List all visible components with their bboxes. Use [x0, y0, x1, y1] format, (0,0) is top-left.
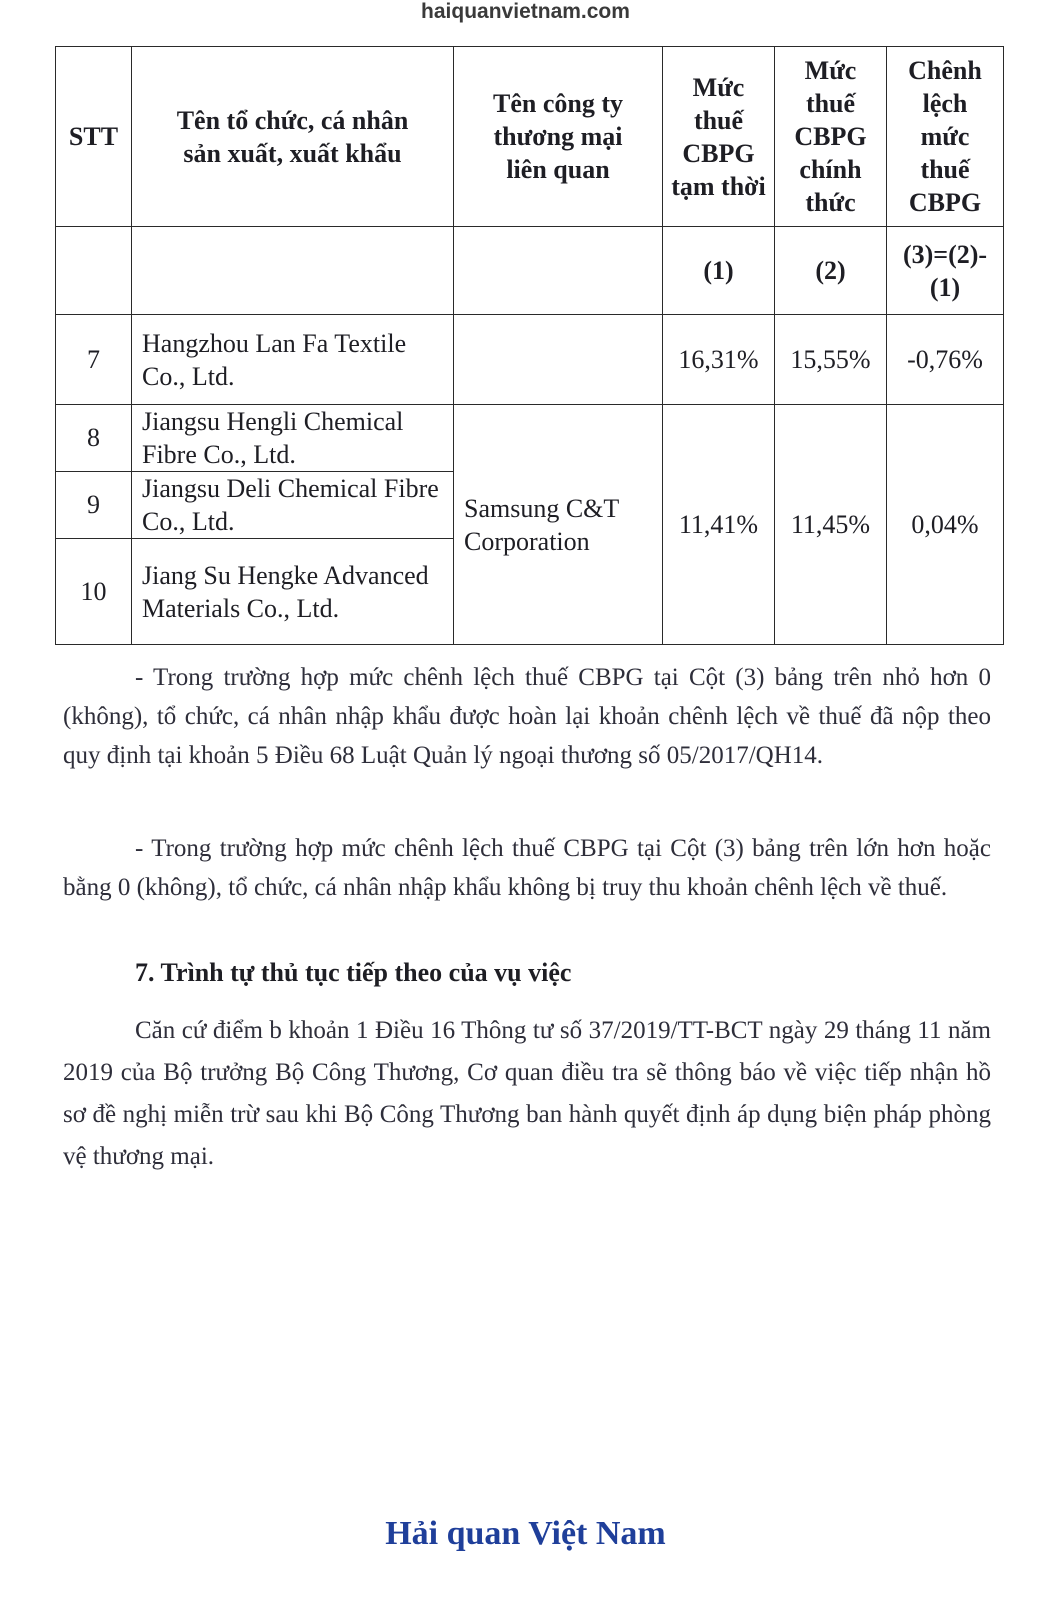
paragraph-no-collection: - Trong trường hợp mức chênh lệch thuế CBPG tại Cột (3) bảng trên lớn hơn hoặc bằng 0 (không), tổ chức, cá nhân nhập khẩu không bị truy thu khoản chênh lệch về thuế.: [63, 835, 991, 901]
group-trader: Samsung C&T Corporation: [454, 405, 663, 645]
group-rate-difference: 0,04%: [887, 405, 1004, 645]
row-stt: 7: [56, 315, 132, 405]
footer-brand: Hải quan Việt Nam: [385, 1515, 666, 1552]
subheader-col3: (3)=(2)-(1): [887, 227, 1004, 315]
watermark-site: haiquanvietnam.com: [421, 0, 630, 23]
paragraph-procedure: Căn cứ điểm b khoản 1 Điều 16 Thông tư số 37/2019/TT-BCT ngày 29 tháng 11 năm 2019 của Bộ trưởng Bộ Công Thương, Cơ quan điều tra sẽ thông báo về việc tiếp nhận hồ sơ đề nghị miễn trừ sau khi Bộ Công Thương ban hành quyết định áp dụng biện pháp phòng vệ thương mại.: [63, 1017, 991, 1170]
row-rate-difference: -0,76%: [887, 315, 1004, 405]
row-stt: 8: [56, 405, 132, 472]
anti-dumping-duty-table: [55, 46, 1004, 645]
row-producer: Jiangsu Hengli Chemical Fibre Co., Ltd.: [132, 405, 454, 472]
header-provisional-rate: Mức thuế CBPG tạm thời: [663, 47, 775, 227]
subheader-empty-producer: [132, 227, 454, 315]
row-stt: 10: [56, 539, 132, 645]
paragraph-refund: - Trong trường hợp mức chênh lệch thuế CBPG tại Cột (3) bảng trên nhỏ hơn 0 (không), tổ chức, cá nhân nhập khẩu được hoàn lại khoản chênh lệch về thuế đã nộp theo quy định tại khoản 5 Điều 68 Luật Quản lý ngoại thương số 05/2017/QH14.: [63, 664, 991, 769]
header-rate-difference: Chênh lệch mức thuế CBPG: [887, 47, 1004, 227]
row-producer: Hangzhou Lan Fa Textile Co., Ltd.: [132, 315, 454, 405]
subheader-empty-stt: [56, 227, 132, 315]
row-trader: [454, 315, 663, 405]
table-subheader-row: [56, 227, 1004, 315]
group-provisional-rate: 11,41%: [663, 405, 775, 645]
header-trader: Tên công ty thương mại liên quan: [454, 47, 663, 227]
header-official-rate: Mức thuế CBPG chính thức: [775, 47, 887, 227]
row-provisional-rate: 16,31%: [663, 315, 775, 405]
subheader-col2: (2): [775, 227, 887, 315]
header-stt: STT: [56, 47, 132, 227]
table-row: [56, 315, 1004, 405]
row-producer: Jiang Su Hengke Advanced Materials Co., Ltd.: [132, 539, 454, 645]
table-row: [56, 405, 1004, 472]
row-producer: Jiangsu Deli Chemical Fibre Co., Ltd.: [132, 472, 454, 539]
subheader-col1: (1): [663, 227, 775, 315]
row-stt: 9: [56, 472, 132, 539]
row-official-rate: 15,55%: [775, 315, 887, 405]
table-header-row: [56, 47, 1004, 227]
header-producer: Tên tổ chức, cá nhân sản xuất, xuất khẩu: [132, 47, 454, 227]
group-official-rate: 11,45%: [775, 405, 887, 645]
section-heading: 7. Trình tự thủ tục tiếp theo của vụ việc: [135, 958, 572, 987]
subheader-empty-trader: [454, 227, 663, 315]
